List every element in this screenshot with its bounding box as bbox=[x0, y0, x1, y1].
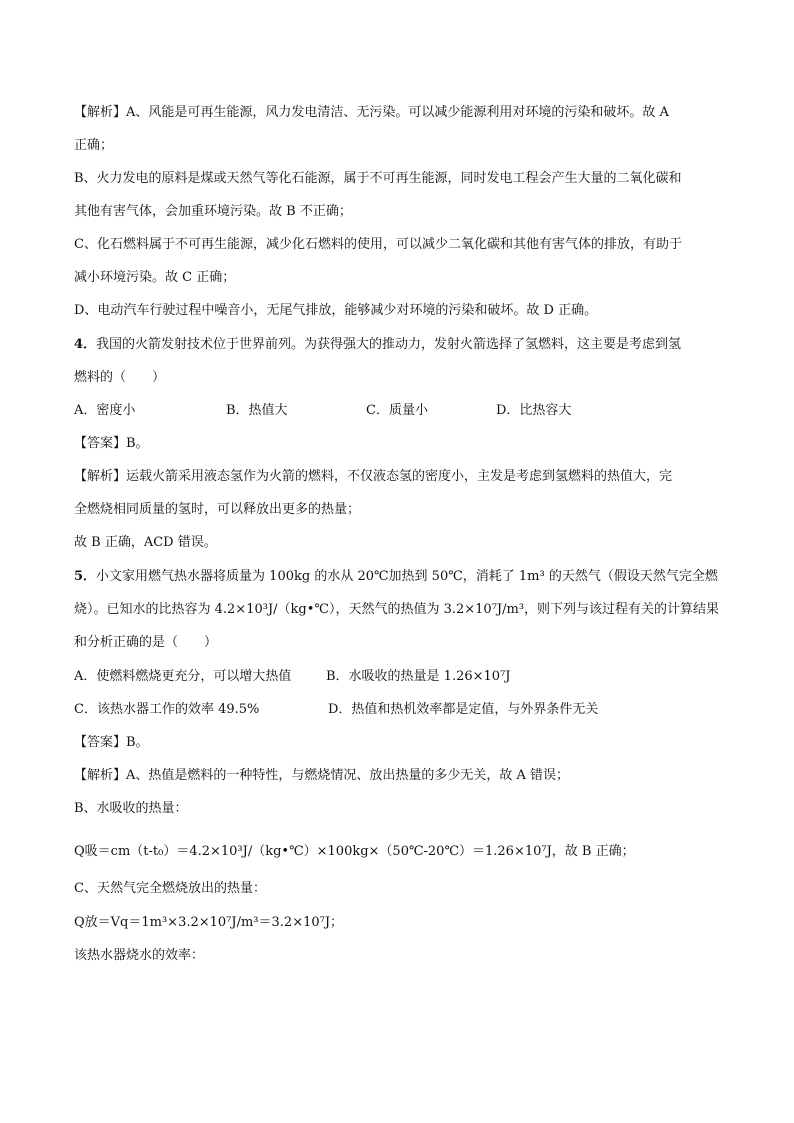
text-line: B、火力发电的原料是煤或天然气等化石能源，属于不可再生能源，同时发电工程会产生大量的二氧化碳和 bbox=[74, 171, 682, 186]
formula-line: Q放＝Vq＝1m³×3.2×10⁷J/m³＝3.2×10⁷J； bbox=[74, 915, 344, 930]
explanation-line: 该热水器烧水的效率： bbox=[74, 948, 205, 963]
text-line: 【解析】A、风能是可再生能源，风力发电清洁、无污染。可以减少能源利用对环境的污染和破坏。故 A bbox=[74, 105, 669, 120]
question-number: 5． bbox=[74, 569, 97, 584]
question-5-stem-cont: 烧）。已知水的比热容为 4.2×10³J/（kg•℃），天然气的热值为 3.2×10⁷J/m³，则下列与该过程有关的计算结果 bbox=[74, 602, 720, 617]
formula-line: Q吸＝cm（t-t₀）＝4.2×10³J/（kg•℃）×100kg×（50℃-20℃）＝1.26×10⁷J，故 B 正确； bbox=[74, 844, 635, 859]
option-a: A．密度小 bbox=[74, 403, 136, 418]
question-4-stem-cont: 燃料的（ ） bbox=[74, 370, 166, 385]
option-c: C．该热水器工作的效率 49.5% bbox=[74, 702, 260, 717]
question-text: 我国的火箭发射技术位于世界前列。为获得强大的推动力，发射火箭选择了氢燃料，这主要是考虑到氢 bbox=[96, 337, 682, 352]
explanation-line: 【解析】运载火箭采用液态氢作为火箭的燃料，不仅液态氢的密度小，主发是考虑到氢燃料的热值大，完 bbox=[74, 469, 673, 484]
option-d: D．比热容大 bbox=[496, 403, 572, 418]
option-b: B．水吸收的热量是 1.26×10⁷J bbox=[326, 669, 511, 684]
question-text: 小文家用燃气热水器将质量为 100kg 的水从 20℃加热到 50℃，消耗了 1m³ 的天然气（假设天然气完全燃 bbox=[96, 569, 718, 584]
option-a: A．使燃料燃烧更充分，可以增大热值 bbox=[74, 669, 292, 684]
text-line: 正确； bbox=[74, 138, 114, 153]
text-line: D、电动汽车行驶过程中噪音小，无尾气排放，能够减少对环境的污染和破坏。故 D 正确。 bbox=[74, 303, 598, 318]
question-4-stem bbox=[74, 336, 724, 354]
explanation-line: 故 B 正确，ACD 错误。 bbox=[74, 535, 217, 550]
answer-line: 【答案】B。 bbox=[74, 436, 149, 451]
text-line: 减小环境污染。故 C 正确； bbox=[74, 270, 236, 285]
text-line: 其他有害气体，会加重环境污染。故 B 不正确； bbox=[74, 204, 352, 219]
text-line: C、化石燃料属于不可再生能源，减少化石燃料的使用，可以减少二氧化碳和其他有害气体的排放，有助于 bbox=[74, 237, 682, 252]
explanation-line: B、水吸收的热量： bbox=[74, 801, 188, 816]
option-b: B．热值大 bbox=[226, 403, 288, 418]
question-number: 4． bbox=[74, 337, 97, 352]
explanation-line: C、天然气完全燃烧放出的热量： bbox=[74, 881, 266, 896]
explanation-line: 【解析】A、热值是燃料的一种特性，与燃烧情况、放出热量的多少无关，故 A 错误； bbox=[74, 768, 570, 783]
question-5-stem bbox=[74, 568, 724, 586]
explanation-line: 全燃烧相同质量的氢时，可以释放出更多的热量； bbox=[74, 502, 361, 517]
option-d: D．热值和热机效率都是定值，与外界条件无关 bbox=[328, 702, 599, 717]
answer-line: 【答案】B。 bbox=[74, 735, 149, 750]
question-5-stem-cont: 和分析正确的是（ ） bbox=[74, 635, 218, 650]
option-c: C．质量小 bbox=[366, 403, 428, 418]
